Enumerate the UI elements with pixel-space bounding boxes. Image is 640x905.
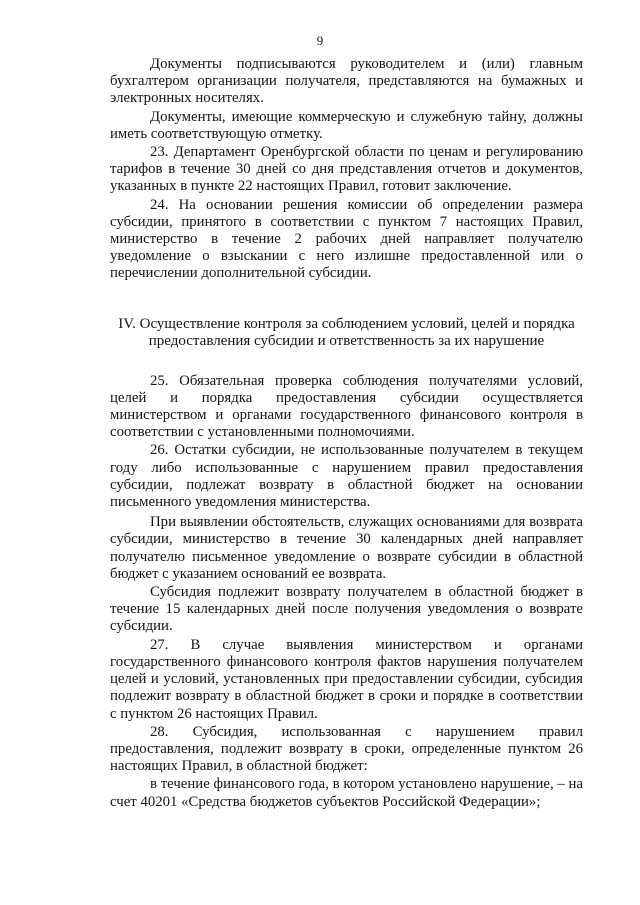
section-heading-line2: предоставления субсидии и ответственность за их нарушение: [148, 333, 545, 350]
paragraph-24: 24. На основании решения комиссии об определении размера субсидии, принятого в соответствии с пунктом 7 настоящих Правил, министерство в течение 2 рабочих дней направляет получателю уведомление о взыскании с него излишне предоставленной или о перечислении дополнительной субсидии.: [110, 196, 583, 282]
paragraph-28-current-year: в течение финансового года, в котором установлено нарушение, – на счет 40201 «Средства бюджетов субъектов Российской Федерации»;: [110, 776, 583, 810]
paragraph-26: 26. Остатки субсидии, не использованные получателем в текущем году либо использованные с нарушением правил предоставления субсидии, подлежат возврату в областной бюджет на основании письменного уведомления министерства.: [110, 442, 583, 511]
paragraph-26-circumstances: При выявлении обстоятельств, служащих основаниями для возврата субсидии, министерство в течение 30 календарных дней направляет получателю письменное уведомление о возврате субсидии в областной бюджет с указанием оснований ее возврата.: [110, 514, 583, 582]
paragraph-25: 25. Обязательная проверка соблюдения получателями условий, целей и порядка предоставления субсидии осуществляется министерством и органами государственного финансового контроля в соответствии с установленными полномочиями.: [110, 372, 583, 441]
paragraph-confidential: Документы, имеющие коммерческую и служебную тайну, должны иметь соответствующую отметку.: [110, 108, 583, 142]
section-heading: [110, 316, 583, 351]
paragraph-27: 27. В случае выявления министерством и органами государственного финансового контроля фактов нарушения получателем целей и условий, установленных при предоставлении субсидии, субсидия подлежит возврату в областной бюджет в сроки и порядке в соответствии с пунктом 26 настоящих Правил.: [110, 636, 583, 722]
paragraph-28: 28. Субсидия, использованная с нарушением правил предоставления, подлежит возврату в сроки, определенные пунктом 26 настоящих Правил, в областной бюджет:: [110, 723, 583, 775]
section-heading-line1: IV. Осуществление контроля за соблюдением условий, целей и порядка: [118, 315, 575, 332]
paragraph-signatures: Документы подписываются руководителем и (или) главным бухгалтером организации получателя, представляются на бумажных и электронных носителях.: [110, 56, 583, 107]
document-body: [110, 56, 583, 812]
paragraph-26-return-term: Субсидия подлежит возврату получателем в областной бюджет в течение 15 календарных дней после получения уведомления о возврате субсидии.: [110, 584, 583, 635]
page-number: 9: [316, 33, 324, 48]
paragraph-23: 23. Департамент Оренбургской области по ценам и регулированию тарифов в течение 30 дней со дня представления отчетов и документов, указанных в пункте 22 настоящих Правил, готовит заключение.: [110, 144, 583, 195]
